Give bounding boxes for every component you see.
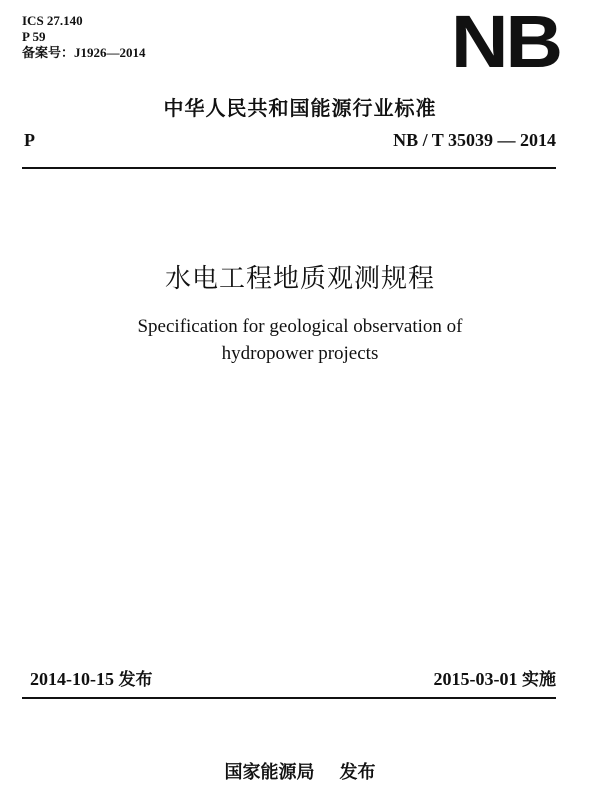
filing-value: J1926—2014	[74, 45, 146, 60]
document-title-chinese: 水电工程地质观测规程	[164, 264, 435, 294]
bottom-divider	[22, 697, 556, 699]
english-title-line-2: hydropower projects	[221, 343, 379, 364]
ics-code: ICS 27.140	[22, 13, 83, 28]
filing-label: 备案号：	[22, 45, 75, 60]
issue-date-block	[30, 665, 153, 690]
document-title-english	[0, 313, 600, 367]
implementation-date: 2015-03-01	[433, 669, 518, 689]
issue-date: 2014-10-15	[30, 669, 114, 689]
implementation-date-block	[434, 665, 557, 690]
classification-letter: P	[24, 130, 35, 150]
nb-logo: NB	[451, 0, 560, 83]
issue-label: 发布	[118, 670, 153, 690]
publisher-name: 国家能源局	[224, 762, 315, 783]
filing-number	[22, 46, 146, 60]
top-divider	[22, 167, 556, 169]
publisher-line	[0, 758, 600, 784]
standard-number: NB / T 35039 — 2014	[393, 130, 556, 150]
english-title-line-1: Specification for geological observation of	[137, 316, 463, 337]
category-code: P 59	[22, 29, 46, 44]
implementation-label: 实施	[522, 670, 556, 690]
publisher-action: 发布	[339, 762, 376, 783]
industry-standard-title: 中华人民共和国能源行业标准	[163, 96, 437, 120]
